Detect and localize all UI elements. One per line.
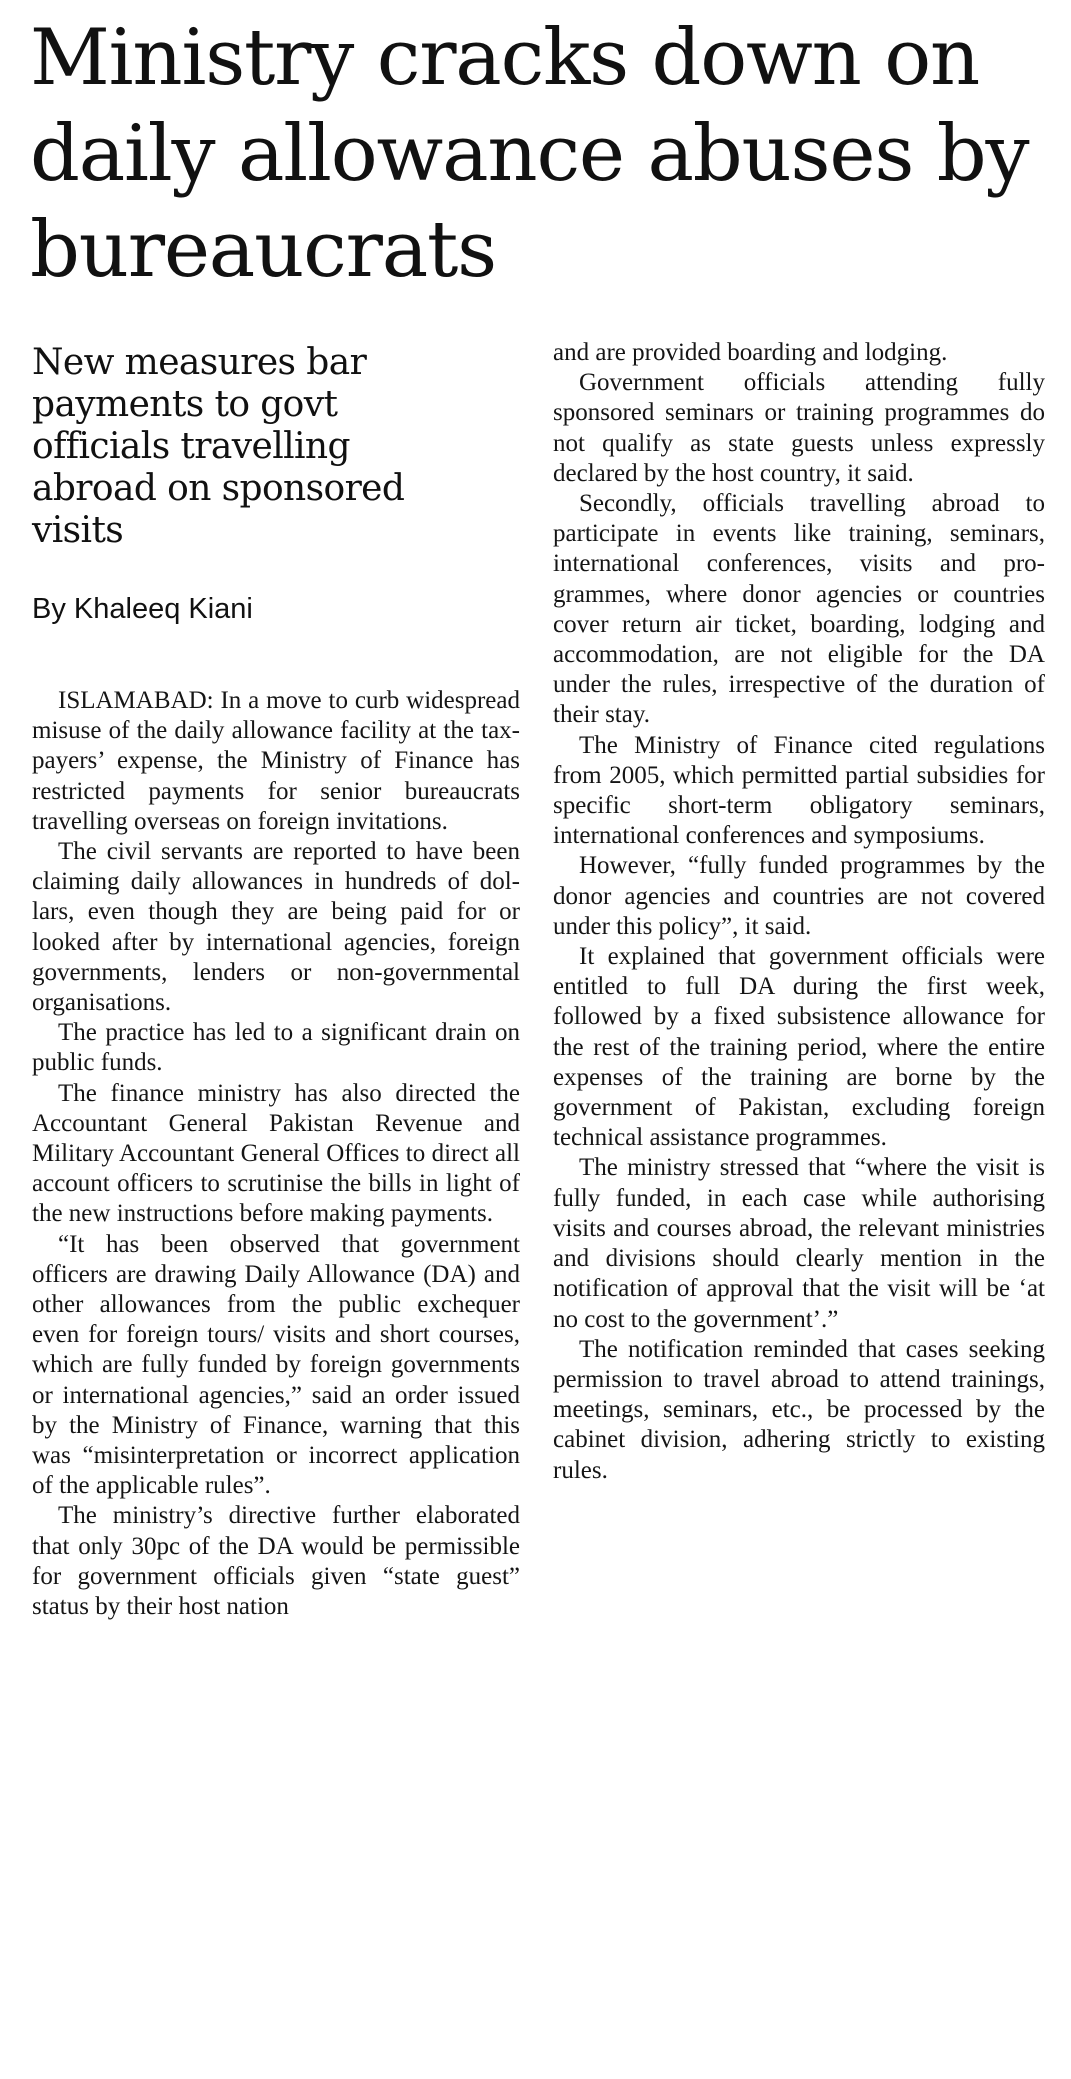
subheadline: New measures bar payments to govt officials travelling abroad on sponsored visits <box>32 342 405 551</box>
paragraph: “It has been observed that government officers are drawing Daily Allowance (DA) and other allowances from the public exchequer even for foreign tours/ visits and short courses, which are fully funded by foreign governments or international agencies,” said an order issued by the Ministry of Finance, warning that this was “misinterpretation or incorrect application of the applicable rules”. <box>32 1230 520 1500</box>
byline: By Khaleeq Kiani <box>32 593 253 625</box>
paragraph: The civil servants are reported to have been claiming daily allowances in hundreds of dollars, even though they are being paid for or looked after by international agencies, foreign governments, lenders or non-governmental organisations. <box>32 838 520 1017</box>
paragraph: The notification reminded that cases seeking permission to travel abroad to attend trainings, meetings, seminars, etc., be processed by the cabinet division, adhering strictly to existing rules. <box>553 1335 1045 1484</box>
paragraph: It explained that government officials were entitled to full DA during the first week, followed by a fixed subsistence allowance for the rest of the training period, where the entire expenses of the training are borne by the government of Pakistan, excluding foreign technical assistance programmes. <box>553 943 1045 1152</box>
paragraph: ISLAMABAD: In a move to curb widespread misuse of the daily allowance facility at the taxpayers’ expense, the Ministry of Finance has restricted payments for senior bureaucrats travelling overseas on foreign invitations. <box>32 687 520 835</box>
paragraph: The practice has led to a significant drain on public funds. <box>32 1019 520 1077</box>
paragraph: The ministry stressed that “where the visit is fully funded, in each case while authorising visits and courses abroad, the relevant ministries and divisions should clearly mention in the notification of approval that the visit will be ‘at no cost to the government’.” <box>553 1154 1045 1333</box>
paragraph-continuation: and are provided boarding and lodging. <box>553 339 948 366</box>
headline: Ministry cracks down on daily allowance abuses by bureaucrats <box>30 13 1029 295</box>
paragraph: The Ministry of Finance cited regulations from 2005, which permitted partial subsidies for specific short-term obligatory seminars, international conferences and symposiums. <box>553 731 1045 850</box>
paragraph: The finance ministry has also directed the Accountant General Pakistan Revenue and Military Accountant General Offices to direct all account officers to scrutinise the bills in light of the new instructions before making payments. <box>32 1079 520 1228</box>
column-right <box>553 338 1045 1486</box>
paragraph: The ministry’s directive further elaborated that only 30pc of the DA would be permissible for government officials given “state guest” status by their host nation <box>32 1502 520 1621</box>
paragraph: However, “fully funded programmes by the donor agencies and countries are not covered under this policy”, it said. <box>553 852 1045 940</box>
column-left-body <box>32 686 520 1622</box>
paragraph: Secondly, officials travelling abroad to participate in events like training, seminars, international conferences, visits and programmes, where donor agencies or countries cover return air ticket, boarding, lodging and accommodation, are not eligible for the DA under the rules, irrespective of the duration of their stay. <box>553 490 1045 729</box>
paragraph: Government officials attending fully sponsored seminars or training programmes do not qualify as state guests unless expressly declared by the host country, it said. <box>553 369 1045 487</box>
column-left <box>32 342 520 1622</box>
column-right-body <box>553 338 1045 1486</box>
